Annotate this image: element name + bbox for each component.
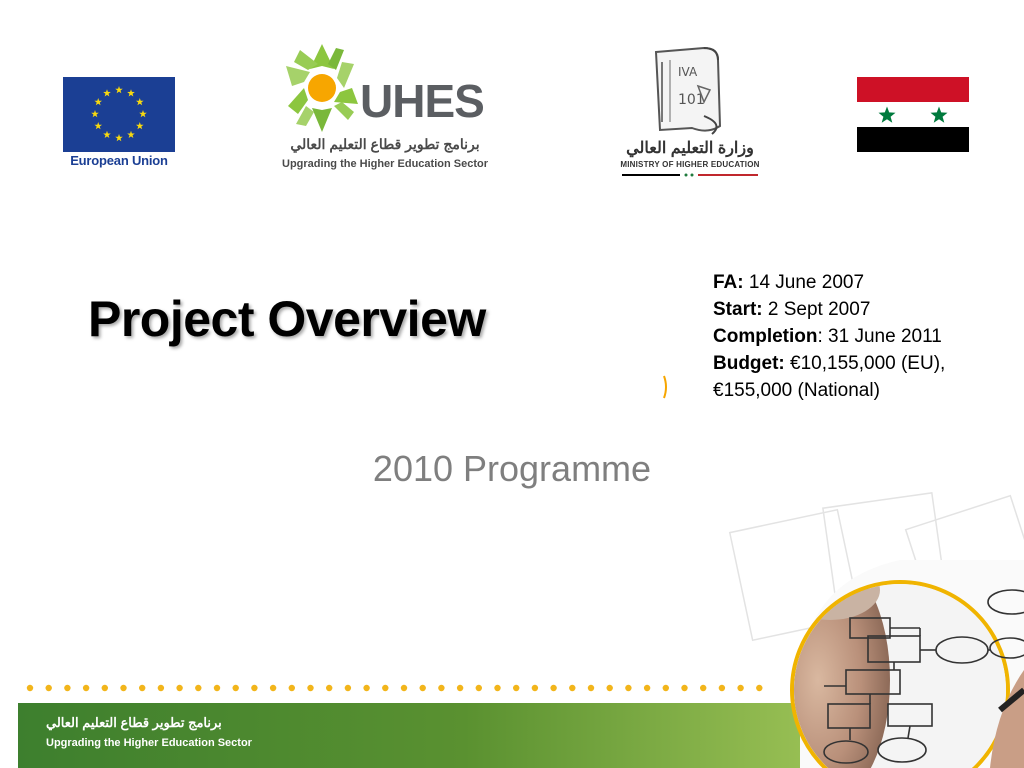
- uhes-wordmark: UHES: [360, 75, 484, 127]
- dot: [588, 685, 594, 691]
- project-info: [713, 269, 1013, 404]
- ministry-arabic-text: وزارة التعليم العالي: [626, 140, 754, 157]
- eu-star: [103, 131, 111, 138]
- dot: [233, 685, 239, 691]
- svg-text:101: 101: [678, 92, 705, 108]
- eu-star: [127, 89, 135, 96]
- eu-star: [94, 122, 102, 129]
- uhes-logo: [282, 44, 488, 178]
- dot: [607, 685, 613, 691]
- dot: [270, 685, 276, 691]
- dot: [214, 685, 220, 691]
- uhes-arabic-text: برنامج تطوير قطاع التعليم العالي: [290, 136, 480, 152]
- dot: [700, 685, 706, 691]
- fa-line: [713, 269, 1013, 296]
- dot: [326, 685, 332, 691]
- dot: [363, 685, 369, 691]
- budget-label: Budget:: [713, 353, 785, 374]
- dot: [532, 685, 538, 691]
- dot: [569, 685, 575, 691]
- slide-subtitle: [0, 448, 1024, 490]
- dot: [289, 685, 295, 691]
- completion-line: [713, 323, 1013, 350]
- slide-title: Project Overview: [88, 291, 486, 347]
- eu-star: [127, 131, 135, 138]
- dot: [550, 685, 556, 691]
- dot: [401, 685, 407, 691]
- dot: [625, 685, 631, 691]
- footer-arabic-text: برنامج تطوير قطاع التعليم العالي: [46, 715, 222, 730]
- budget-line: [713, 350, 1013, 377]
- dot: [513, 685, 519, 691]
- dot: [476, 685, 482, 691]
- budget-value: €10,155,000 (EU),: [784, 353, 946, 374]
- dot: [345, 685, 351, 691]
- eu-star: [103, 89, 111, 96]
- eu-star: [91, 110, 99, 117]
- uhes-star-icon: [282, 44, 362, 134]
- dot: [158, 685, 164, 691]
- fa-label: FA:: [713, 272, 744, 293]
- dot: [27, 685, 33, 691]
- eu-star: [136, 98, 144, 105]
- eu-star: [115, 86, 123, 93]
- start-value: 2 Sept 2007: [762, 299, 871, 320]
- dot: [420, 685, 426, 691]
- ministry-english-text: MINISTRY OF HIGHER EDUCATION: [620, 160, 760, 169]
- dot: [251, 685, 257, 691]
- footer-bar: [18, 703, 830, 768]
- svg-text:IVA: IVA: [678, 65, 698, 79]
- subtitle-text: 2010 Programme: [372, 448, 652, 489]
- dot: [46, 685, 52, 691]
- flowchart-photo: [790, 500, 1024, 768]
- ministry-logo: [620, 46, 760, 180]
- bracket-mark: [662, 374, 670, 400]
- dot: [120, 685, 126, 691]
- eu-flag-icon: [63, 77, 175, 152]
- dot: [307, 685, 313, 691]
- ministry-stripe: [622, 172, 758, 178]
- dot: [102, 685, 108, 691]
- eu-star: [115, 134, 123, 141]
- dot: [195, 685, 201, 691]
- dot: [494, 685, 500, 691]
- uhes-english-text: Upgrading the Higher Education Sector: [282, 158, 488, 170]
- completion-value: : 31 June 2011: [817, 326, 942, 347]
- book-scroll-icon: [648, 46, 732, 136]
- dot: [382, 685, 388, 691]
- start-label: Start:: [713, 299, 763, 320]
- dot: [737, 685, 743, 691]
- dot: [139, 685, 145, 691]
- dot: [681, 685, 687, 691]
- dot: [176, 685, 182, 691]
- eu-star: [136, 122, 144, 129]
- dot: [438, 685, 444, 691]
- dot: [644, 685, 650, 691]
- start-line: [713, 296, 1013, 323]
- eu-logo: [63, 77, 175, 173]
- dot: [457, 685, 463, 691]
- eu-star: [139, 110, 147, 117]
- budget-line-2: €155,000 (National): [713, 380, 880, 401]
- dot: [83, 685, 89, 691]
- eu-caption: European Union: [70, 153, 168, 168]
- fa-value: 14 June 2007: [743, 272, 865, 293]
- syria-flag-icon: [857, 77, 969, 152]
- dot: [756, 685, 762, 691]
- completion-label: Completion: [713, 326, 818, 347]
- dotted-line: [20, 678, 770, 698]
- eu-star: [94, 98, 102, 105]
- dot: [64, 685, 70, 691]
- dot: [719, 685, 725, 691]
- footer-english-text: Upgrading the Higher Education Sector: [46, 737, 252, 749]
- dot: [663, 685, 669, 691]
